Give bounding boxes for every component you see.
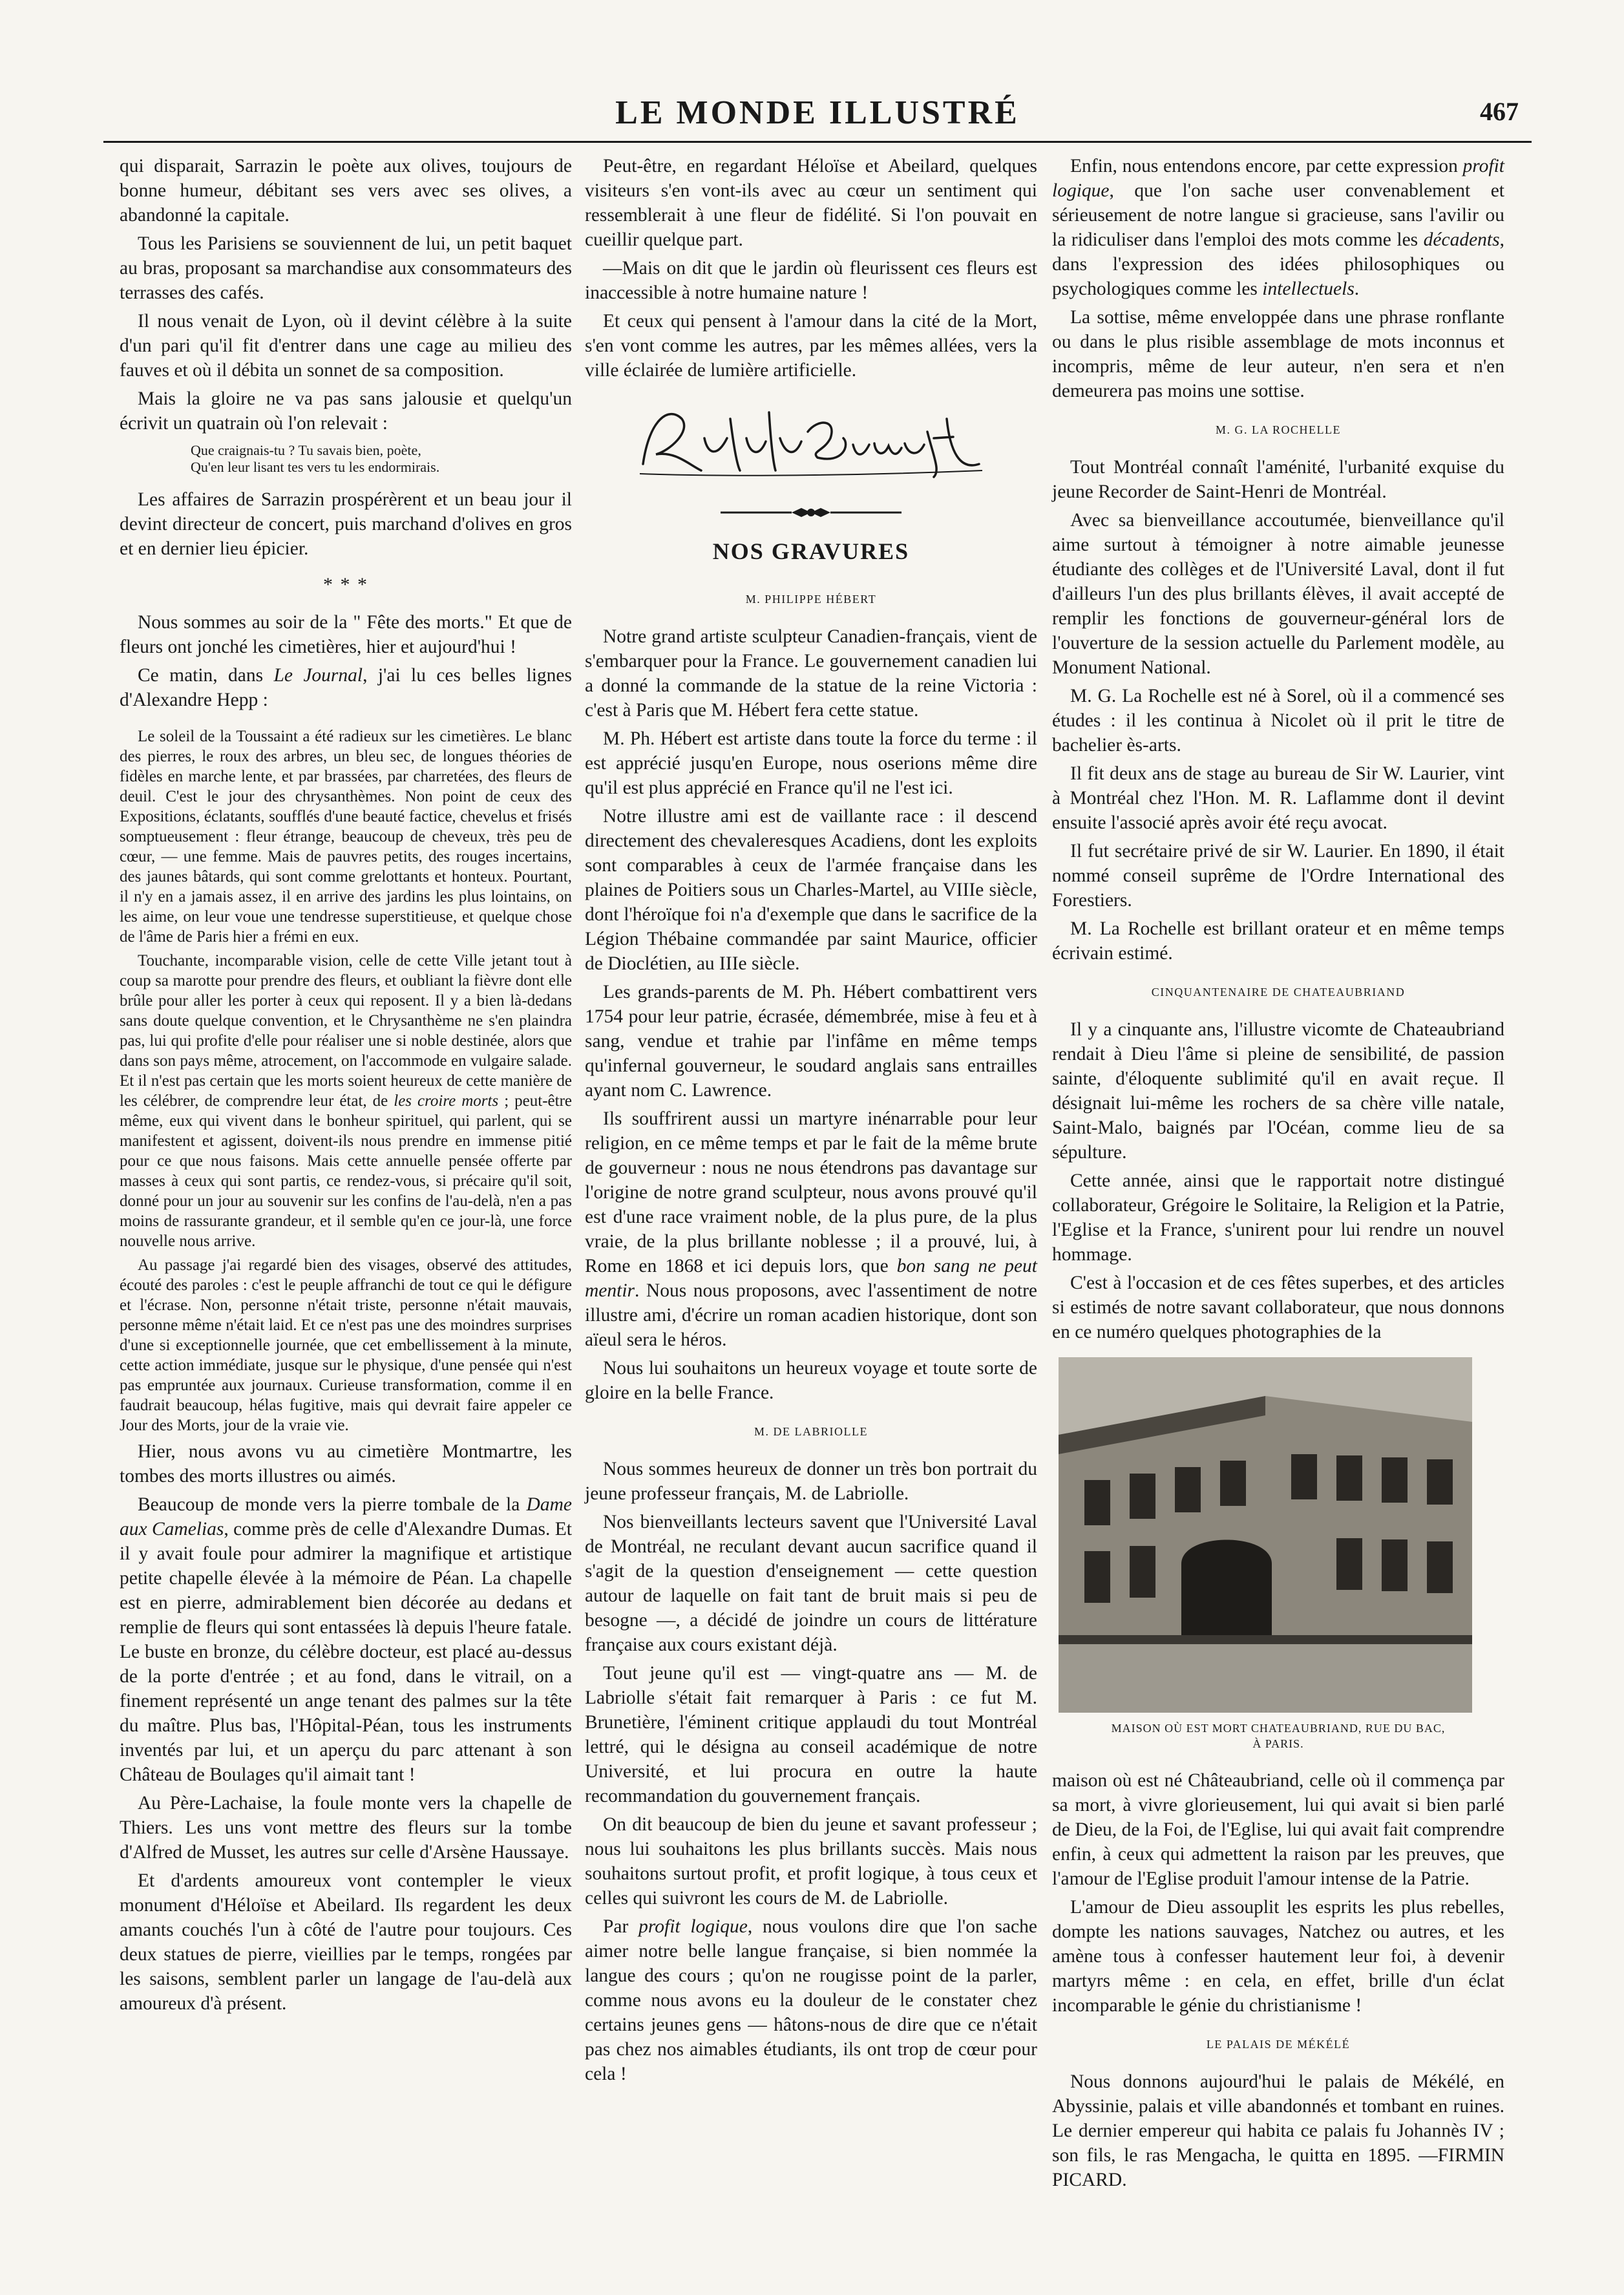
paragraph [585, 1914, 1037, 2086]
text-run: ; peut-être même, eux qui vivent dans le bonheur spirituel, qui parlent, qui se manifestent et agissent, doivent-ils nous prendre en immense pitié pour ce que nous faisons. Mais cette annuelle pensée offerte par masses à ceux qui sont partis, ce rendez-vous, si précaire qu'il soit, donné pour un jour au souvenir sur les confins de l'au-delà, n'en a pas moins de rassurante grandeur, et il semble qu'en ce jour-là, une force nouvelle nous arrive. [120, 1092, 572, 1250]
italic-run: bon sang ne peut mentir [585, 1256, 1037, 1301]
text-run: . Nous nous proposons, avec l'assentiment de notre illustre ami, d'écrire un roman acadien historique, dont son aïeul sera le héros. [585, 1280, 1037, 1350]
paragraph: Les grands-parents de M. Ph. Hébert combattirent vers 1754 pour leur patrie, écrasée, démembrée, mise à feu et à sang, vendue et trahie par l'infâme en même temps qu'infernal gouverneur, le soudard anglais sans entrailles ayant nom C. Lawrence. [585, 982, 1037, 1101]
text-run: , dans l'expression des idées philosophiques ou psychologiques comme les [1052, 229, 1504, 299]
paragraph: Nous sommes au soir de la " Fête des morts." Et que de fleurs ont jonché les cimetières, hier et aujourd'hui ! [120, 612, 572, 657]
text-run: Touchante, incomparable vision, celle de cette Ville jetant tout à coup sa marotte pour prendre des fleurs, et oubliant la fièvre dont elle brûle pour aller les porter à ceux qui reposent. Il y a bien là-dedans sans doute quelque convention, et le Chrysanthème ne s'en plaindra pas, lui qui profite d'elle pour réaliser une si noble destinée, alors que dans son pays même, atrocement, on l'accommode en vulgaire salade. Et il n'est pas certain que les morts soient heureux de cette manière de les célébrer, de comprendre leur état, de [120, 952, 572, 1110]
paragraph [120, 951, 572, 1251]
paragraph [1052, 154, 1504, 301]
masthead: LE MONDE ILLUSTRÉ [615, 94, 1020, 131]
subheading: LE PALAIS DE MÉKÉLÉ [1206, 2038, 1351, 2051]
paragraph: Nous sommes heureux de donner un très bon portrait du jeune professeur français, M. de Labriolle. [585, 1459, 1037, 1504]
paragraph: Il fit deux ans de stage au bureau de Sir W. Laurier, vint à Montréal chez l'Hon. M. R. Laflamme dont il devint ensuite l'associé après avoir été reçu avocat. [1052, 763, 1504, 833]
quatrain [191, 442, 572, 476]
paragraph: On dit beaucoup de bien du jeune et savant professeur ; nous lui souhaitons les plus brillants succès. Mais nous souhaitons surtout profit, et profit logique, à tous ceux et celles qui suivront les cours de M. de Labriolle. [585, 1814, 1037, 1909]
paragraph: Cette année, ainsi que le rapportait notre distingué collaborateur, Grégoire le Solitaire, la Religion et la Patrie, l'Eglise et la France, s'unirent pour lui rendre un nouvel hommage. [1052, 1170, 1504, 1265]
text-run: , que l'on sache user convenablement et sérieusement de notre langue si gracieuse, sans l'avilir ou la ridiculiser dans l'emploi des mots comme les [1052, 180, 1504, 250]
subheading: M. G. LA ROCHELLE [1216, 423, 1341, 436]
italic-run: Dame aux Camelias [120, 1494, 572, 1539]
text-run: Enfin, nous entendons encore, par cette expression [1070, 156, 1463, 176]
paragraph: M. G. La Rochelle est né à Sorel, où il a commencé ses études : il les continua à Nicolet où il prit le titre de bachelier ès-arts. [1052, 686, 1504, 756]
text-run: , j'ai lu ces belles lignes d'Alexandre Hepp : [120, 665, 572, 710]
text-run: Par [603, 1916, 639, 1937]
paragraph [585, 1106, 1037, 1352]
italic-run: décadents [1423, 229, 1500, 250]
paragraph: Notre illustre ami est de vaillante race : il descend directement des chevaleresques Acadiens, dont les exploits sont comparables à ceux de l'armée française dans les plaines de Poitiers sous un Charles-Martel, au VIIIe siècle, dont l'héroïque foi n'a d'exemple que dans le sacrifice de la Légion Thébaine commandée par saint Maurice, officier de Dioclétien, au IIIe siècle. [585, 806, 1037, 974]
section-separator: * * * [323, 574, 368, 595]
italic-run: intellectuels [1262, 279, 1355, 299]
column-right [1052, 154, 1504, 2196]
paragraph: Il nous venait de Lyon, où il devint célèbre à la suite d'un pari qu'il fit d'entrer dans une cage au milieu des fauves et où il débita un sonnet de sa composition. [120, 311, 572, 381]
paragraph: Les affaires de Sarrazin prospérèrent et un beau jour il devint directeur de concert, puis marchand d'olives en gros et en dernier lieu épicier. [120, 489, 572, 559]
italic-run: Le Journal [273, 665, 363, 686]
paragraph: maison où est né Châteaubriand, celle où il commença par sa mort, à vivre glorieusement, lui qui avait si bien parlé de Dieu, de la Foi, de l'Eglise, lui qui avait fait comprendre enfin, à ceux qui admettent la raison par les preuves, que l'amour de l'Eglise produit l'amour intense de la Patrie. [1052, 1770, 1504, 1889]
paragraph: Nos bienveillants lecteurs savent que l'Université Laval de Montréal, ne reculant devant aucun sacrifice quand il s'agit de la question d'enseignement — cette question autour de laquelle on fait tant de bruit mais si peu de besogne —, a décidé de joindre un cours de littérature française aux cours existant déjà. [585, 1512, 1037, 1655]
verse-line: Que craignais-tu ? Tu savais bien, poète, [191, 442, 421, 458]
italic-run: les croire morts [394, 1092, 499, 1110]
section-title: NOS GRAVURES [712, 538, 910, 564]
subheading: M. DE LABRIOLLE [754, 1425, 868, 1438]
paragraph: M. La Rochelle est brillant orateur et en même temps écrivain estimé. [1052, 918, 1504, 964]
paragraph: Tout Montréal connaît l'aménité, l'urbanité exquise du jeune Recorder de Saint-Henri de Montréal. [1052, 457, 1504, 502]
ornament-icon [721, 503, 902, 522]
photo-caption [1052, 1720, 1504, 1751]
paragraph: Tout jeune qu'il est — vingt-quatre ans — M. de Labriolle s'était fait remarquer à Paris : ce fut M. Brunetière, l'éminent critique applaudi du tout Montréal lettré, qui le désigna au conseil académique de notre Université, et lui procura en outre la haute recommandation du gouvernement français. [585, 1663, 1037, 1806]
text-run: . [1354, 279, 1360, 299]
signature [585, 393, 1037, 490]
paragraph: L'amour de Dieu assouplit les esprits les plus rebelles, dompte les nations sauvages, Natchez ou autres, et les amène tous à confesser hautement leur foi, à devenir martyrs même : en cela, en effet, brille d'un éclat incomparable le génie du christianisme ! [1052, 1897, 1504, 2016]
column-middle [585, 154, 1037, 2090]
page-header [103, 94, 1532, 139]
column-left [120, 154, 572, 2020]
paragraph: M. Ph. Hébert est artiste dans toute la force du terme : il est apprécié jusqu'en Europe, nous oserions même dire qu'il est plus apprécié en France qu'il ne l'est ici. [585, 728, 1037, 798]
page-number: 467 [1480, 97, 1519, 126]
paragraph: Il fut secrétaire privé de sir W. Laurier. En 1890, il était nommé conseil suprême de l'Ordre International des Forestiers. [1052, 841, 1504, 911]
verse-line: Qu'en leur lisant tes vers tu les endormirais. [191, 459, 440, 475]
text-run: , nous voulons dire que l'on sache aimer notre belle langue française, si bien nommée la langue des cours ; qu'on ne rougisse point de la parler, comme nous avons eu la douleur de le constater chez certains jeunes gens — hâtons-nous de dire que ce n'était pas chez nos aimables étudiants, ils ont trop de cœur pour cela ! [585, 1916, 1037, 2084]
paragraph: qui disparait, Sarrazin le poète aux olives, toujours de bonne humeur, débitant ses vers avec ses olives, a abandonné la capitale. [120, 156, 572, 226]
header-rule [103, 141, 1532, 143]
paragraph [120, 1492, 572, 1787]
text-run: Beaucoup de monde vers la pierre tombale de la [138, 1494, 527, 1515]
paragraph: Hier, nous avons vu au cimetière Montmartre, les tombes des morts illustres ou aimés. [120, 1441, 572, 1486]
building-photo-image [1059, 1357, 1472, 1713]
caption-line: MAISON OÙ EST MORT CHATEAUBRIAND, RUE DU BAC, [1111, 1722, 1446, 1735]
paragraph: Au passage j'ai regardé bien des visages, observé des attitudes, écouté des paroles : c'est le peuple affranchi de tout ce qui le défigure et l'écrase. Non, personne n'était triste, personne n'était mauvais, personne même n'était laid. Et ce n'est pas une des moindres surprises d'une si exceptionnelle journée, que cet embellissement à la minute, cette action immédiate, jusque sur le physique, d'une pensée qui n'est pas empruntée aux journaux. Curieuse transformation, comme il en faudrait beaucoup, hélas fugitive, mais qui devrait faire appeler ce Jour des Morts, jour de la vraie vie. [120, 1256, 572, 1434]
ornament-divider [585, 496, 1037, 529]
caption-line: À PARIS. [1252, 1737, 1304, 1750]
paragraph: Il y a cinquante ans, l'illustre vicomte de Chateaubriand rendait à Dieu l'âme si pleine de sensibilité, de passion sainte, d'éloquente sublimité qu'il en avait reçue. Il désignait lui-même les rochers de sa chère ville natale, Saint-Malo, baignés par l'Océan, comme lieu de sa sépulture. [1052, 1019, 1504, 1163]
text-run: Ils souffrirent aussi un martyre inénarrable pour leur religion, en ce même temps et par le fait de la même brute de gouverneur : nous ne nous étendrons pas davantage sur l'origine de notre grand sculpteur, nous avons prouvé qu'il est d'une race vraiment noble, de la plus pure, de la plus vraie, de la plus brillante noblesse ; il a prouvé, lui, à Rome en 1868 et ici depuis lors, que [585, 1108, 1037, 1276]
paragraph: Nous donnons aujourd'hui le palais de Mékélé, en Abyssinie, palais et ville abandonnés et tombant en ruines. Le dernier empereur qui habita ce palais fu Johannès IV ; son fils, le ras Mengacha, le quitta en 1895. —FIRMIN PICARD. [1052, 2071, 1504, 2190]
paragraph: —Mais on dit que le jardin où fleurissent ces fleurs est inaccessible à notre humaine nature ! [585, 258, 1037, 303]
paragraph: Au Père-Lachaise, la foule monte vers la chapelle de Thiers. Les uns vont mettre des fleurs sur la tombe d'Alfred de Musset, les autres sur celle d'Arsène Haussaye. [120, 1793, 572, 1863]
italic-run: profit logique [638, 1916, 748, 1937]
paragraph: La sottise, même enveloppée dans une phrase ronflante ou dans le plus risible assemblage de mots inconnus et incompris, même de leur auteur, n'en sera et n'en demeurera pas moins une sottise. [1052, 307, 1504, 401]
photograph [1059, 1357, 1472, 1713]
paragraph: Peut-être, en regardant Héloïse et Abeilard, quelques visiteurs s'en vont-ils avec au cœur un sentiment qui ressemblerait à une fleur de fidélité. Si l'on pouvait en cueillir quelque part. [585, 156, 1037, 250]
paragraph: C'est à l'occasion et de ces fêtes superbes, et des articles si estimés de notre savant collaborateur, que nous donnons en ce numéro quelques photographies de la [1052, 1273, 1504, 1342]
text-run: Ce matin, dans [138, 665, 274, 686]
subheading: CINQUANTENAIRE DE CHATEAUBRIAND [1151, 986, 1406, 999]
handwritten-signature-image [630, 393, 992, 483]
paragraph: Nous lui souhaitons un heureux voyage et toute sorte de gloire en la belle France. [585, 1358, 1037, 1403]
paragraph: Notre grand artiste sculpteur Canadien-français, vient de s'embarquer pour la France. Le gouvernement canadien lui a donné la commande de la statue de la reine Victoria : c'est à Paris que M. Hébert fera cette statue. [585, 626, 1037, 721]
paragraph: Tous les Parisiens se souviennent de lui, un petit baquet au bras, proposant sa marchandise aux consommateurs des terrasses des cafés. [120, 233, 572, 303]
paragraph: Le soleil de la Toussaint a été radieux sur les cimetières. Le blanc des pierres, le roux des arbres, un bleu sec, de longues théories de fidèles en marche lente, et par brassées, par charretées, des fleurs de deuil. C'est le jour des chrysanthèmes. Non point de ceux des Expositions, éclatants, soufflés d'une beauté factice, chevelus et frisés somptueusement : fleur étrange, beaucoup de cheveux, très peu de cœur, — une femme. Mais de pauvres petits, des rouges incertains, des jaunes bâtards, qui sont comme grelottants et honteux. Pourtant, il n'y en a jamais assez, il en arrive des jardins les plus lointains, on les aime, on leur voue une tendresse superstitieuse, et quelque chose de l'âme de Paris hier a frémi en eux. [120, 728, 572, 946]
italic-run: profit logique [1052, 156, 1504, 201]
subheading: M. PHILIPPE HÉBERT [745, 593, 877, 606]
paragraph: Mais la gloire ne va pas sans jalousie et quelqu'un écrivit un quatrain où l'on relevait : [120, 388, 572, 434]
paragraph: Et d'ardents amoureux vont contempler le vieux monument d'Héloïse et Abeilard. Ils regardent les deux amants couchés l'un à côté de l'autre pour toujours. Ces deux statues de pierre, vieillies par le temps, rongées par les saisons, semblent parler un langage de l'au-delà aux amoureux d'à présent. [120, 1870, 572, 2014]
quotation [120, 726, 572, 1435]
text-run: , comme près de celle d'Alexandre Dumas. Et il y avait foule pour admirer la magnifique et artistique petite chapelle élevée à la mémoire de Péan. La chapelle est en pierre, admirablement bien décorée au dedans et remplie de fleurs qui sont entassées là depuis l'heure fatale. Le buste en bronze, du célèbre docteur, est placé au-dessus de la porte d'entrée ; et au fond, dans le vitrail, on a finement représenté un ange tenant des palmes sur la tête du maître. Plus bas, l'Hôpital-Péan, tous les instruments inventés par lui, et un aperçu du parc attenant à son Château de Boulages qu'il aimait tant ! [120, 1519, 572, 1785]
paragraph: Avec sa bienveillance accoutumée, bienveillance qu'il aime surtout à témoigner à notre aimable jeunesse étudiante des collèges et de l'Université Laval, dont il fut d'ailleurs l'un des plus brillants élèves, il avait accepté de remplir les fonctions de gouverneur-général lors de l'ouverture de la session actuelle du Parlement modèle, au Monument National. [1052, 510, 1504, 678]
paragraph: Et ceux qui pensent à l'amour dans la cité de la Mort, s'en vont comme les autres, par les mêmes allées, vers la ville éclairée de lumière artificielle. [585, 311, 1037, 381]
paragraph [120, 663, 572, 712]
